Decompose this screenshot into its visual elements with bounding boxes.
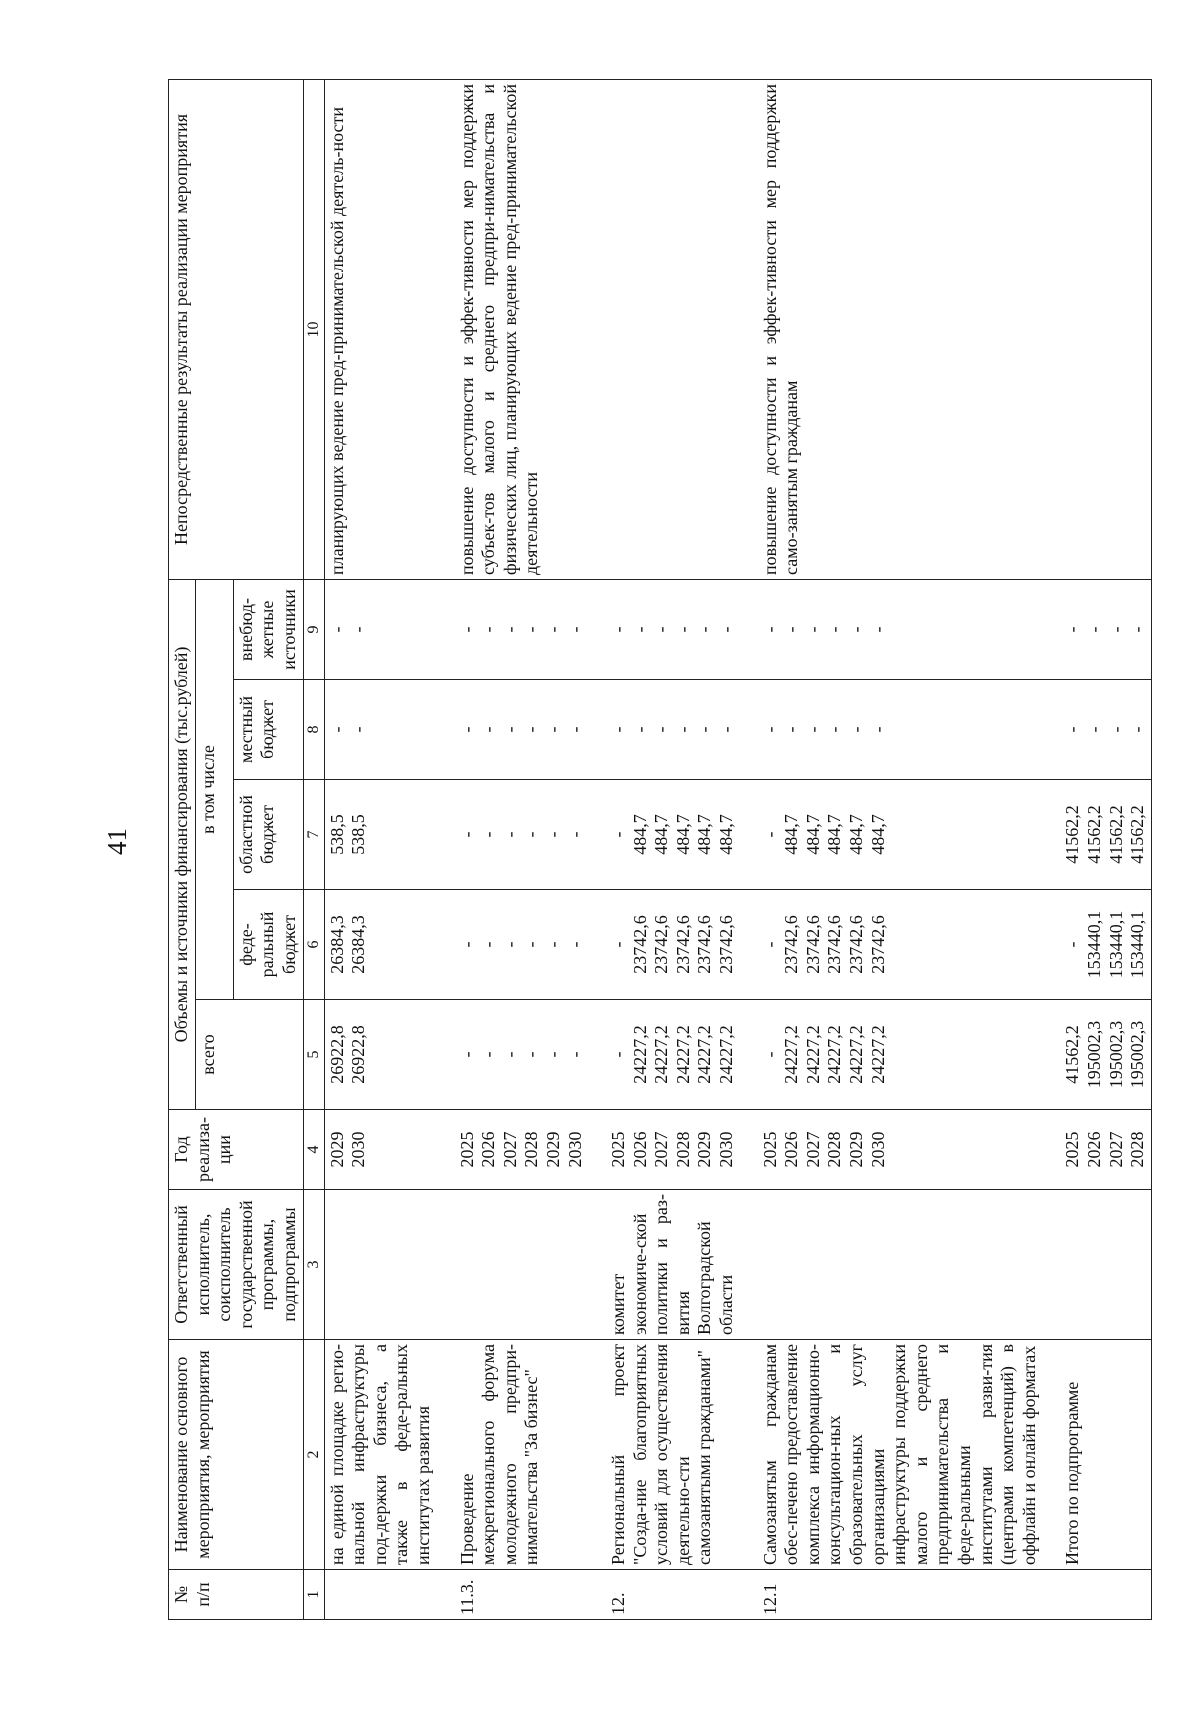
value-line: 24227,2 [629,1025,650,1084]
value-line: - [456,626,477,633]
value-line: 538,5 [348,814,369,855]
value-line: 24227,2 [651,1025,672,1084]
column-number-row [303,79,324,1619]
value-line: 538,5 [326,814,347,855]
value-line: - [846,726,867,733]
value-line: - [564,726,585,733]
value-line: 24227,2 [672,1025,693,1084]
value-line: - [499,831,520,838]
value-line: - [499,941,520,948]
value-line: 41562,2 [1062,1025,1083,1084]
header-name: Наименование основного мероприятия, мероприятия [169,1340,304,1570]
value-line: 2030 [348,1131,369,1168]
value-line: - [867,726,888,733]
value-line: 2026 [781,1131,802,1168]
local-values [455,680,589,780]
value-line: 484,7 [802,814,823,855]
regional-values [758,780,1043,890]
spacer-cell [588,579,606,679]
value-line: 24227,2 [802,1025,823,1084]
value-line: - [326,626,347,633]
value-line: 24227,2 [824,1025,845,1084]
value-line: - [781,726,802,733]
value-line: 484,7 [716,814,737,855]
value-line: - [759,941,780,948]
header-regional: областной бюджет [233,780,303,890]
value-line: - [759,1051,780,1058]
regional-values [455,780,589,890]
local-values [758,680,1043,780]
value-line: 484,7 [846,814,867,855]
responsible-executor [324,1190,436,1340]
value-line: - [694,626,715,633]
value-line: 2030 [867,1131,888,1168]
value-line: - [759,626,780,633]
value-line: 484,7 [781,814,802,855]
row-spacer [588,79,606,1619]
value-line: - [1062,726,1083,733]
column-number: 6 [303,890,324,1000]
header-offbudget: внебюд-жетные источники [233,579,303,679]
value-line: 2025 [759,1131,780,1168]
local-values [324,680,436,780]
value-line: 41562,2 [1083,805,1104,864]
spacer-cell [1042,1110,1060,1190]
value-line: 2028 [1127,1131,1148,1168]
value-line: 484,7 [629,814,650,855]
value-line: - [672,726,693,733]
value-line: - [867,626,888,633]
value-line: - [608,1051,629,1058]
value-line: 2029 [694,1131,715,1168]
header-federal: феде-ральный бюджет [233,890,303,1000]
value-line: 2029 [846,1131,867,1168]
spacer-cell [437,780,455,890]
value-line: - [542,941,563,948]
spacer-cell [588,680,606,780]
value-line: - [542,1051,563,1058]
spacer-cell [740,579,758,679]
value-line: - [348,726,369,733]
federal-values [455,890,589,1000]
value-line: - [1105,626,1126,633]
value-line: - [716,626,737,633]
total-values [455,1000,589,1110]
federal-values [1060,890,1151,1000]
value-line: - [456,831,477,838]
table-body [324,79,1151,1619]
value-line: 23742,6 [651,915,672,974]
spacer-cell [1042,890,1060,1000]
value-line: - [478,941,499,948]
table-row [1060,79,1151,1619]
column-number: 8 [303,680,324,780]
column-number: 4 [303,1110,324,1190]
offbudget-values [758,579,1043,679]
spacer-cell [740,1000,758,1110]
value-line: 41562,2 [1127,805,1148,864]
value-line: 24227,2 [716,1025,737,1084]
page-number: 41 [102,828,132,855]
years-list [324,1110,436,1190]
value-line: 484,7 [651,814,672,855]
header-results: Непосредственные результаты реализации мероприятия [169,79,304,579]
spacer-cell [740,780,758,890]
responsible-executor [1060,1190,1151,1340]
value-line: 2025 [1062,1131,1083,1168]
value-line: 2025 [608,1131,629,1168]
value-line: - [608,626,629,633]
spacer-cell [437,1190,455,1340]
spacer-cell [740,1340,758,1570]
spacer-cell [740,890,758,1000]
total-values [758,1000,1043,1110]
spacer-cell [437,680,455,780]
expected-result [1060,79,1151,579]
value-line: 153440,1 [1105,910,1126,979]
value-line: 23742,6 [867,915,888,974]
activity-name: Итого по подпрограмме [1060,1340,1151,1570]
spacer-cell [437,1340,455,1570]
federal-values [324,890,436,1000]
row-number: 11.3. [455,1570,589,1620]
years-list [455,1110,589,1190]
value-line: - [456,1051,477,1058]
value-line: 23742,6 [846,915,867,974]
value-line: 26384,3 [326,915,347,974]
value-line: - [521,831,542,838]
spacer-cell [1042,680,1060,780]
value-line: 2026 [478,1131,499,1168]
column-number: 10 [303,79,324,579]
spacer-cell [740,1190,758,1340]
value-line: 2030 [564,1131,585,1168]
value-line: 195002,3 [1105,1020,1126,1089]
value-line: - [802,726,823,733]
offbudget-values [606,579,740,679]
value-line: 153440,1 [1127,910,1148,979]
value-line: 2026 [629,1131,650,1168]
value-line: 26922,8 [326,1025,347,1084]
column-number: 9 [303,579,324,679]
value-line: - [608,831,629,838]
value-line: 484,7 [672,814,693,855]
value-line: - [1062,941,1083,948]
activity-name: Региональный проект "Созда-ние благоприятных условий для осуществления деятельно-сти самозанятыми гражданами" [606,1340,740,1570]
expected-result: повышение доступности и эффек-тивности мер поддержки само-занятым гражданам [758,79,1043,579]
value-line: - [608,726,629,733]
offbudget-values [1060,579,1151,679]
value-line: - [802,626,823,633]
value-line: - [608,941,629,948]
value-line: 41562,2 [1105,805,1126,864]
value-line: 2026 [1083,1131,1104,1168]
spacer-cell [437,1110,455,1190]
value-line: - [651,626,672,633]
spacer-cell [437,1000,455,1110]
value-line: - [759,726,780,733]
rotated-page-content [168,80,1168,1620]
spacer-cell [588,1110,606,1190]
spacer-cell [588,79,606,579]
responsible-executor [455,1190,589,1340]
value-line: 2027 [499,1131,520,1168]
spacer-cell [437,579,455,679]
value-line: - [759,831,780,838]
row-number [324,1570,436,1620]
value-line: - [716,726,737,733]
value-line: 2028 [672,1131,693,1168]
local-values [606,680,740,780]
offbudget-values [455,579,589,679]
spacer-cell [1042,1000,1060,1110]
value-line: - [542,726,563,733]
value-line: - [521,626,542,633]
value-line: - [521,726,542,733]
spacer-cell [588,1190,606,1340]
column-number: 5 [303,1000,324,1110]
row-spacer [437,79,455,1619]
value-line: - [478,626,499,633]
value-line: - [781,626,802,633]
value-line: 23742,6 [629,915,650,974]
regional-values [1060,780,1151,890]
value-line: - [824,726,845,733]
value-line: 24227,2 [846,1025,867,1084]
value-line: 23742,6 [781,915,802,974]
header-responsible: Ответственный исполнитель, соисполнитель государственной программы, подпрограммы [169,1190,304,1340]
spacer-cell [1042,79,1060,579]
value-line: 484,7 [694,814,715,855]
row-spacer [740,79,758,1619]
value-line: - [1105,726,1126,733]
spacer-cell [740,680,758,780]
spacer-cell [740,1570,758,1620]
value-line: 23742,6 [824,915,845,974]
header-including: в том числе [195,579,233,999]
table-row [606,79,740,1619]
spacer-cell [1042,1190,1060,1340]
expected-result: повышение доступности и эффек-тивности мер поддержки субъек-тов малого и среднего предпри-нимательства и физических лиц, планирующих ведение пред-принимательской деятельности [455,79,589,579]
value-line: 484,7 [824,814,845,855]
value-line: 23742,6 [694,915,715,974]
total-values [606,1000,740,1110]
expected-result: планирующих ведение пред-принимательской деятель-ности [324,79,436,579]
value-line: 2028 [824,1131,845,1168]
value-line: 41562,2 [1062,805,1083,864]
value-line: 2027 [802,1131,823,1168]
value-line: 195002,3 [1083,1020,1104,1089]
value-line: 2029 [326,1131,347,1168]
activity-name: Самозанятым гражданам обес-печено предоставление комплекса информационно-консультацион-ных и образовательных услуг организациями инфраструктуры поддержки малого и среднего предпринимательства и феде-ральными институтами разви-тия (центрами компетенций) в оффлайн и онлайн форматах [758,1340,1043,1570]
spacer-cell [588,890,606,1000]
value-line: 2027 [651,1131,672,1168]
value-line: 195002,3 [1127,1020,1148,1089]
value-line: - [651,726,672,733]
spacer-cell [1042,1340,1060,1570]
column-number: 1 [303,1570,324,1620]
value-line: - [456,941,477,948]
value-line: - [478,831,499,838]
value-line: - [846,626,867,633]
spacer-cell [588,1340,606,1570]
column-number: 3 [303,1190,324,1340]
value-line: 2029 [542,1131,563,1168]
value-line: - [521,1051,542,1058]
value-line: 2028 [521,1131,542,1168]
value-line: - [694,726,715,733]
row-spacer [1042,79,1060,1619]
value-line: - [1083,626,1104,633]
value-line: 26922,8 [348,1025,369,1084]
value-line: 23742,6 [672,915,693,974]
value-line: - [629,726,650,733]
value-line: - [348,626,369,633]
value-line: - [478,726,499,733]
spacer-cell [740,79,758,579]
column-number: 2 [303,1340,324,1570]
value-line: 2025 [456,1131,477,1168]
spacer-cell [1042,579,1060,679]
row-number: 12.1 [758,1570,1043,1620]
value-line: 24227,2 [781,1025,802,1084]
header-num: № п/п [169,1570,304,1620]
regional-values [606,780,740,890]
header-total: всего [195,1000,303,1110]
activity-name: на единой площадке регио-нальной инфраструктуры под-держки бизнеса, а также в феде-ральных институтах развития [324,1340,436,1570]
value-line: - [542,831,563,838]
row-number: 12. [606,1570,740,1620]
value-line: 153440,1 [1083,910,1104,979]
expected-result [606,79,740,579]
years-list [1060,1110,1151,1190]
value-line: - [672,626,693,633]
years-list [758,1110,1043,1190]
total-values [324,1000,436,1110]
value-line: - [1062,626,1083,633]
table-row [324,79,436,1619]
offbudget-values [324,579,436,679]
regional-values [324,780,436,890]
value-line: - [564,941,585,948]
value-line: - [499,1051,520,1058]
value-line: 23742,6 [716,915,737,974]
value-line: - [629,626,650,633]
value-line: - [564,626,585,633]
value-line: 26384,3 [348,915,369,974]
total-values [1060,1000,1151,1110]
spacer-cell [437,79,455,579]
financing-table [168,79,1152,1620]
row-number [1060,1570,1151,1620]
value-line: 24227,2 [867,1025,888,1084]
spacer-cell [1042,1570,1060,1620]
value-line: - [824,626,845,633]
spacer-cell [437,890,455,1000]
table-row [455,79,589,1619]
federal-values [606,890,740,1000]
table-row [758,79,1043,1619]
activity-name: Проведение межрегионального форума молодежного предпри-нимательства "За бизнес" [455,1340,589,1570]
column-number: 7 [303,780,324,890]
header-local: местный бюджет [233,680,303,780]
spacer-cell [588,780,606,890]
responsible-executor [758,1190,1043,1340]
value-line: - [521,941,542,948]
header-financing: Объемы и источники финансирования (тыс.рублей) [169,579,196,1109]
header-year: Год реализа-ции [169,1110,304,1190]
value-line: - [478,1051,499,1058]
value-line: - [542,626,563,633]
value-line: 484,7 [867,814,888,855]
value-line: - [1083,726,1104,733]
spacer-cell [588,1000,606,1110]
spacer-cell [437,1570,455,1620]
value-line: - [564,831,585,838]
value-line: - [456,726,477,733]
responsible-executor: комитет экономиче-ской политики и раз-вития Волгоградской области [606,1190,740,1340]
local-values [1060,680,1151,780]
value-line: - [1127,726,1148,733]
value-line: - [326,726,347,733]
spacer-cell [740,1110,758,1190]
value-line: 24227,2 [694,1025,715,1084]
spacer-cell [588,1570,606,1620]
value-line: 23742,6 [802,915,823,974]
spacer-cell [1042,780,1060,890]
years-list [606,1110,740,1190]
value-line: 2030 [716,1131,737,1168]
value-line: 2027 [1105,1131,1126,1168]
value-line: - [499,726,520,733]
value-line: - [499,626,520,633]
value-line: - [564,1051,585,1058]
federal-values [758,890,1043,1000]
value-line: - [1127,626,1148,633]
